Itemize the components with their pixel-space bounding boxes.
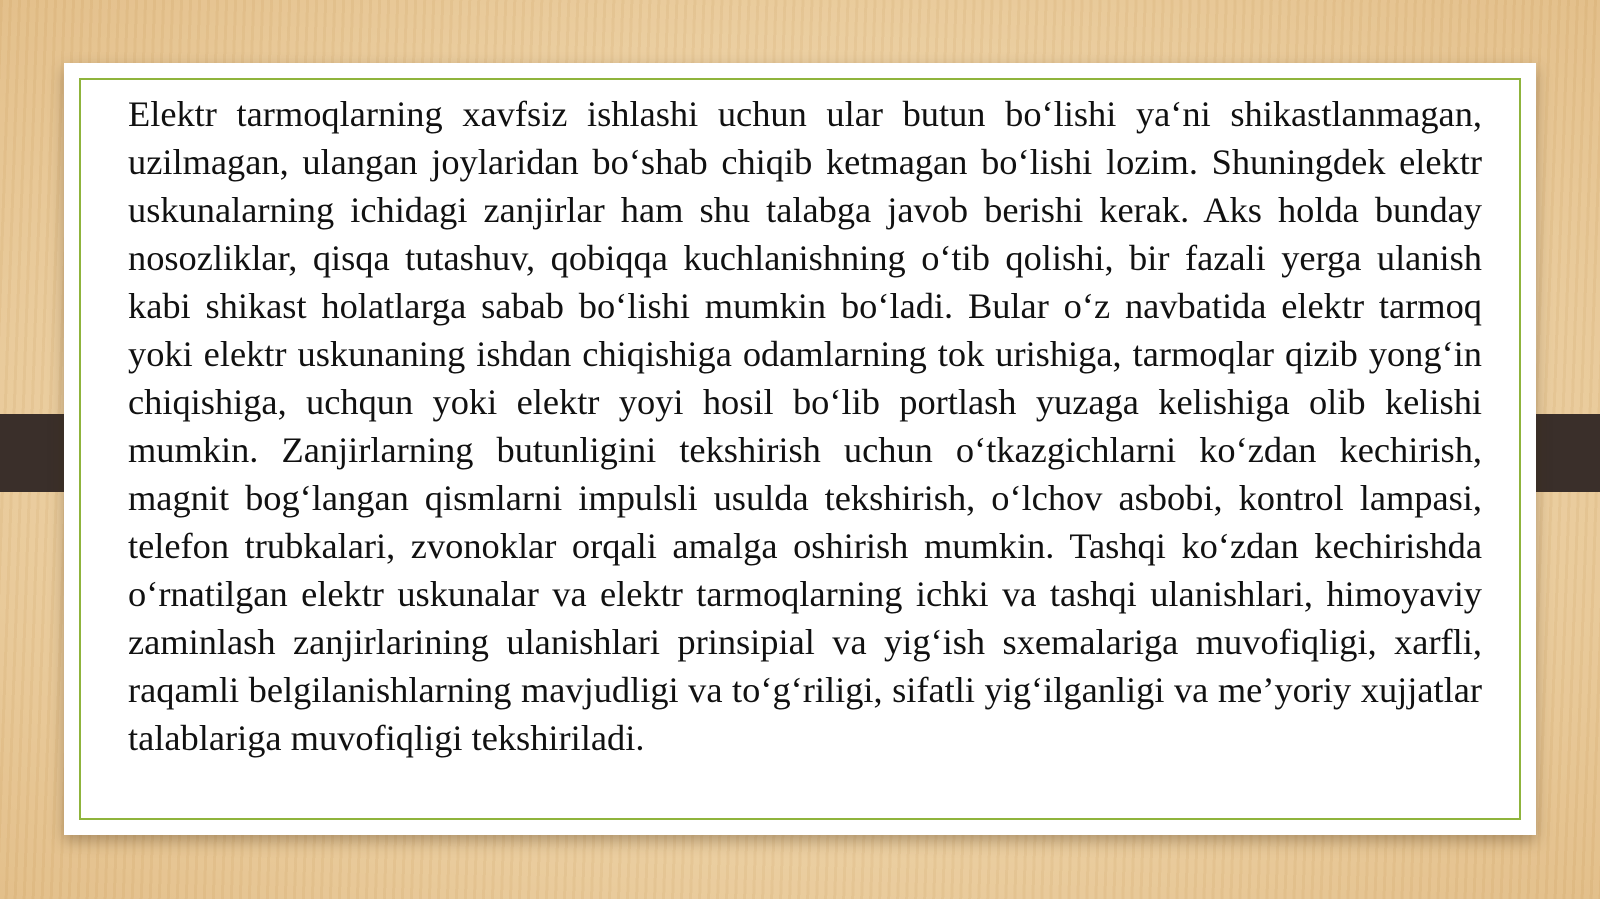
slide-card — [64, 63, 1536, 835]
body-paragraph: Elektr tarmoqlarning xavfsiz ishlashi uchun ular butun bo‘lishi ya‘ni shikastlanmagan, uzilmagan, ulangan joylaridan bo‘shab chiqib ketmagan bo‘lishi lozim. Shuningdek elektr uskunalarning ichidagi zanjirlar ham shu talabga javob berishi kerak. Aks holda bunday nosozliklar, qisqa tutashuv, qobiqqa kuchlanishning o‘tib qolishi, bir fazali yerga ulanish kabi shikast holatlarga sabab bo‘lishi mumkin bo‘ladi. Bular o‘z navbatida elektr tarmoq yoki elektr uskunaning ishdan chiqishiga odamlarning tok urishiga, tarmoqlar qizib yong‘in chiqishiga, uchqun yoki elektr yoyi hosil bo‘lib portlash yuzaga kelishiga olib kelishi mumkin. Zanjirlarning butunligini tekshirish uchun o‘tkazgichlarni ko‘zdan kechirish, magnit bog‘langan qismlarni impulsli usulda tekshirish, o‘lchov asbobi, kontrol lampasi, telefon trubkalari, zvonoklar orqali amalga oshirish mumkin. Tashqi ko‘zdan kechirishda o‘rnatilgan elektr uskunalar va elektr tarmoqlarning ichki va tashqi ulanishlari, himoyaviy zaminlash zanjirlarining ulanishlari prinsipial va yig‘ish sxemalariga muvofiqligi, xarfli, raqamli belgilanishlarning mavjudligi va to‘g‘riligi, sifatli yig‘ilganligi va me’yoriy xujjatlar talablariga muvofiqligi tekshiriladi. — [128, 94, 1482, 758]
